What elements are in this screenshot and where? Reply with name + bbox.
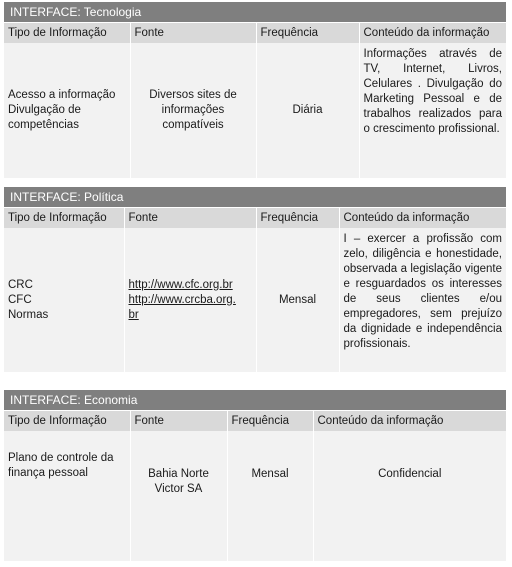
crcba-link-continued[interactable]: br: [128, 308, 139, 321]
cell-tipo: [4, 431, 130, 561]
crcba-link[interactable]: http://www.crcba.org.: [128, 293, 236, 306]
table-row: [4, 228, 506, 372]
tipo-line: Divulgação de: [8, 104, 81, 116]
cfc-link[interactable]: http://www.cfc.org.br: [128, 278, 233, 291]
section-title: INTERFACE: Tecnologia: [4, 2, 506, 22]
col-header-fonte: Fonte: [130, 411, 227, 432]
cell-conteudo: I – exercer a profissão com zelo, diligência e honestidade, observada a legislação vigente e resguardados os interesses de seus clientes e/ou empregadores, sem prejuízo da dignidade e independência profissionais.: [339, 228, 506, 372]
col-header-fonte: Fonte: [130, 23, 256, 44]
section-politica: [4, 187, 506, 372]
col-header-frequencia: Frequência: [256, 23, 359, 44]
section-tecnologia: [4, 2, 506, 178]
tipo-line: Plano de controle da: [8, 452, 114, 464]
fonte-line: Diversos sites de: [149, 89, 237, 101]
cell-fonte: [124, 228, 256, 372]
cell-frequencia: Mensal: [256, 228, 339, 372]
info-table: [4, 22, 506, 178]
tipo-line: Normas: [8, 308, 49, 321]
fonte-line: compatíveis: [162, 119, 224, 131]
col-header-conteudo: Conteúdo da informação: [339, 208, 506, 229]
tipo-line: Acesso a informação: [8, 89, 116, 101]
cell-conteudo: Confidencial: [313, 431, 506, 561]
cell-tipo: [4, 43, 130, 178]
header-row: [4, 23, 506, 44]
cell-fonte: [130, 431, 227, 561]
fonte-line: Victor SA: [154, 483, 203, 495]
col-header-tipo: Tipo de Informação: [4, 411, 130, 432]
cell-tipo: [4, 228, 124, 372]
section-economia: [4, 390, 506, 561]
cell-frequencia: Diária: [256, 43, 359, 178]
table-row: [4, 43, 506, 178]
col-header-conteudo: Conteúdo da informação: [313, 411, 506, 432]
table-row: [4, 431, 506, 561]
header-row: [4, 411, 506, 432]
info-table: [4, 207, 506, 372]
col-header-tipo: Tipo de Informação: [4, 208, 124, 229]
tipo-line: CRC: [8, 278, 33, 291]
tipo-line: finança pessoal: [8, 467, 88, 479]
section-title: INTERFACE: Política: [4, 187, 506, 207]
header-row: [4, 208, 506, 229]
cell-fonte: [130, 43, 256, 178]
info-table: [4, 410, 506, 561]
col-header-tipo: Tipo de Informação: [4, 23, 130, 44]
col-header-frequencia: Frequência: [227, 411, 313, 432]
tipo-line: competências: [8, 119, 79, 131]
tipo-line: CFC: [8, 293, 32, 306]
col-header-fonte: Fonte: [124, 208, 256, 229]
col-header-conteudo: Conteúdo da informação: [359, 23, 506, 44]
fonte-line: Bahia Norte: [148, 468, 209, 480]
cell-conteudo: Informações através de TV, Internet, Livros, Celulares . Divulgação do Marketing Pessoal e de trabalhos realizados para o crescimento profissional.: [359, 43, 506, 178]
cell-frequencia: Mensal: [227, 431, 313, 561]
col-header-frequencia: Frequência: [256, 208, 339, 229]
fonte-line: informações: [161, 104, 225, 116]
section-title: INTERFACE: Economia: [4, 390, 506, 410]
